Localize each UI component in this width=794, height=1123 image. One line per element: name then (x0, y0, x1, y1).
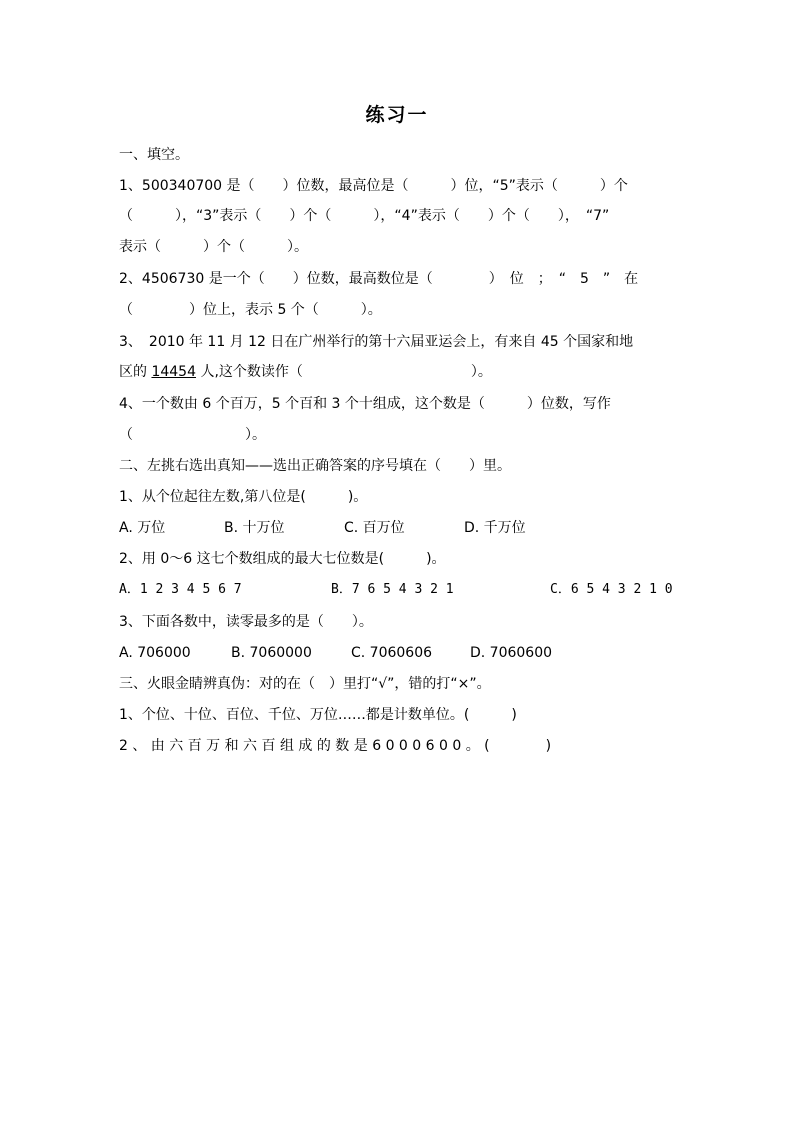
section-3-heading: 三、火眼金睛辨真伪：对的在（ ）里打“√”，错的打“×”。 (119, 676, 491, 692)
question-1-3-line-2 (119, 362, 679, 382)
option-c: C. 百万位 (344, 520, 405, 536)
question-1-2-line-1: 2、4506730 是一个（ ）位数，最高数位是（ ） 位 ； “ 5 ” 在 (119, 271, 639, 287)
question-1-4-line-1: 4、一个数由 6 个百万，5 个百和 3 个十组成，这个数是（ ）位数，写作 (119, 396, 611, 412)
question-1-1-line-3: 表示（ ）个（ ）。 (119, 239, 308, 255)
question-1-3-line-1: 3、 2010 年 11 月 12 日在广州举行的第十六届亚运会上，有来自 45 个国家和地 (119, 334, 634, 350)
question-1-4-line-2: （ ）。 (119, 427, 266, 443)
underlined-number: 14454 (151, 364, 196, 380)
question-2-3-stem: 3、下面各数中，读零最多的是（ ）。 (119, 614, 373, 630)
option-d: D. 千万位 (464, 520, 526, 536)
option-b: B．7 6 5 4 3 2 1 (331, 582, 454, 597)
question-1-1-line-2: （ ），“3”表示（ ）个（ ），“4”表示（ ）个（ ）， “7” (119, 208, 610, 224)
option-d: D. 7060600 (470, 645, 553, 661)
question-1-2-line-2: （ ）位上，表示 5 个（ ）。 (119, 302, 382, 318)
option-a: A. 706000 (119, 645, 191, 661)
option-a: A. 万位 (119, 520, 166, 536)
page-title: 练习一 (365, 104, 429, 126)
option-c: C. 7060606 (351, 645, 433, 661)
option-b: B. 十万位 (224, 520, 285, 536)
option-a: A．1 2 3 4 5 6 7 (119, 582, 242, 597)
question-2-1-stem: 1、从个位起往左数,第八位是( )。 (119, 489, 368, 505)
question-1-3-prefix: 区的 (119, 364, 152, 380)
question-3-2: 2 、 由 六 百 万 和 六 百 组 成 的 数 是 6 0 0 0 6 0 0 。 ( ) (119, 738, 552, 754)
question-1-1-line-1: 1、500340700 是（ ）位数，最高位是（ ）位，“5”表示（ ）个 (119, 178, 628, 194)
question-2-2-stem: 2、用 0～6 这七个数组成的最大七位数是( )。 (119, 551, 446, 567)
question-1-3-suffix: 人,这个数读作（ ）。 (196, 364, 492, 380)
option-b: B. 7060000 (231, 645, 312, 661)
question-3-1: 1、个位、十位、百位、千位、万位……都是计数单位。( ) (119, 707, 517, 723)
section-2-heading: 二、左挑右选出真知——选出正确答案的序号填在（ ）里。 (119, 458, 511, 474)
section-1-heading: 一、填空。 (119, 147, 189, 163)
option-c: C．6 5 4 3 2 1 0 (550, 582, 673, 597)
